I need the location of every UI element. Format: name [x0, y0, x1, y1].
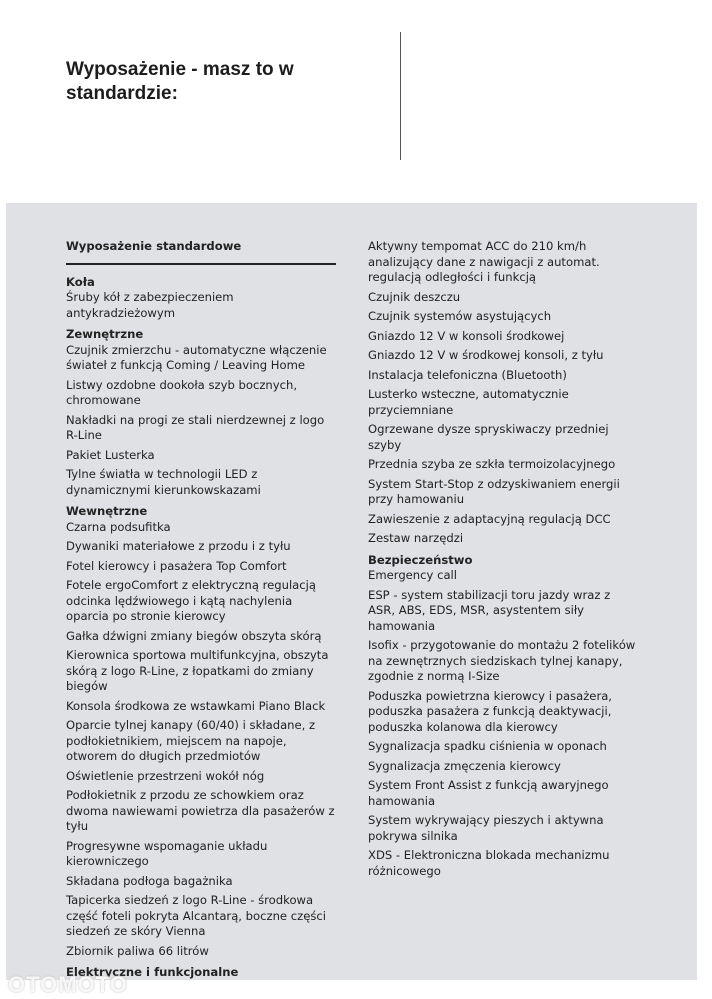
section-heading: Elektryczne i funkcjonalne: [66, 965, 239, 979]
equipment-item: Dywaniki materiałowe z przodu i z tyłu: [66, 539, 291, 553]
section-heading: Zewnętrzne: [66, 327, 144, 341]
equipment-item: System wykrywający pieszych i aktywna pokrywa silnika: [368, 813, 604, 843]
equipment-item: Oparcie tylnej kanapy (60/40) i składane, z podłokietnikiem, miejscem na napoje, otworem do długich przedmiotów: [66, 718, 316, 763]
equipment-item: Listwy ozdobne dookoła szyb bocznych, chromowane: [66, 377, 298, 407]
equipment-item: System Front Assist z funkcją awaryjnego hamowania: [368, 778, 609, 808]
equipment-item: Podłokietnik z przodu ze schowkiem oraz dwoma nawiewami powietrza dla pasażerów z tyłu: [66, 788, 335, 833]
equipment-item: Pakiet Lusterka: [66, 447, 155, 462]
equipment-item: Ogrzewane dysze spryskiwaczy przedniej szyby: [368, 422, 609, 452]
equipment-item: Sygnalizacja zmęczenia kierowcy: [368, 758, 561, 773]
equipment-item: Przednia szyba ze szkła termoizolacyjnego: [368, 457, 616, 471]
equipment-item: Zbiornik paliwa 66 litrów: [66, 943, 209, 958]
equipment-item: Czujnik deszczu: [368, 289, 461, 304]
equipment-item: Lusterko wsteczne, automatycznie przyciemniane: [368, 387, 569, 417]
equipment-item: Gałka dźwigni zmiany biegów obszyta skórą: [66, 628, 322, 643]
equipment-item: Gniazdo 12 V w środkowej konsoli, z tyłu: [368, 348, 604, 362]
equipment-item: ESP - system stabilizacji toru jazdy wraz z ASR, ABS, EDS, MSR, asystentem siły hamowania: [368, 587, 611, 633]
equipment-item: Śruby kół z zabezpieczeniem antykradzieżowym: [66, 290, 234, 320]
watermark-logo: OTOMOTO: [8, 972, 128, 997]
equipment-item: Zawieszenie z adaptacyjną regulacją DCC: [368, 511, 611, 526]
equipment-item: XDS - Elektroniczna blokada mechanizmu różnicowego: [368, 848, 610, 878]
right-column: [368, 239, 638, 883]
equipment-item: System Start-Stop z odzyskiwaniem energii przy hamowaniu: [368, 476, 620, 506]
equipment-item: Czarna podsufitka: [66, 519, 171, 534]
equipment-item: Fotele ergoComfort z elektryczną regulacją odcinka lędźwiowego i kątą nachylenia oparcia po stronie kierowcy: [66, 578, 316, 623]
equipment-item: Nakładki na progi ze stali nierdzewnej z logo R-Line: [66, 412, 325, 442]
left-column: [66, 239, 336, 981]
equipment-item: Instalacja telefoniczna (Bluetooth): [368, 367, 567, 382]
section-heading: Koła: [66, 274, 95, 289]
section-heading: Bezpieczeństwo: [368, 552, 473, 567]
equipment-item: Isofix - przygotowanie do montażu 2 fotelików na zewnętrznych siedziskach tylnej kanapy, zgodnie z normą I-Size: [368, 638, 636, 683]
equipment-item: Tapicerka siedzeń z logo R-Line - środkowa część foteli pokryta Alcantarą, boczne części siedzeń ze skóry Vienna: [66, 893, 326, 938]
equipment-item: Czujnik systemów asystujących: [368, 309, 552, 323]
equipment-panel: [6, 203, 697, 980]
equipment-item: Zestaw narzędzi: [368, 531, 464, 545]
equipment-item: Aktywny tempomat ACC do 210 km/h analizujący dane z nawigacji z automat. regulacją odległości i funkcją: [368, 239, 600, 284]
equipment-item: Tylne światła w technologii LED z dynamicznymi kierunkowskazami: [66, 467, 261, 497]
section-heading: Wewnętrzne: [66, 504, 148, 518]
equipment-item: Czujnik zmierzchu - automatyczne włączenie świateł z funkcją Coming / Leaving Home: [66, 342, 327, 372]
equipment-item: Kierownica sportowa multifunkcyjna, obszyta skórą z logo R-Line, z łopatkami do zmiany biegów: [66, 648, 329, 693]
equipment-item: Poduszka powietrzna kierowcy i pasażera, poduszka pasażera z funkcją deaktywacji, poduszka kolanowa dla kierowcy: [368, 688, 612, 734]
panel-heading: Wyposażenie standardowe: [66, 239, 336, 265]
divider: [400, 32, 401, 160]
equipment-item: Oświetlenie przestrzeni wokół nóg: [66, 768, 265, 783]
equipment-item: Sygnalizacja spadku ciśnienia w oponach: [368, 739, 607, 753]
equipment-item: Fotel kierowcy i pasażera Top Comfort: [66, 558, 287, 573]
equipment-item: Konsola środkowa ze wstawkami Piano Black: [66, 698, 326, 713]
equipment-item: Emergency call: [368, 568, 457, 582]
equipment-item: Gniazdo 12 V w konsoli środkowej: [368, 328, 565, 343]
page-title: Wyposażenie - masz to w standardzie:: [66, 59, 294, 104]
equipment-item: Składana podłoga bagażnika: [66, 873, 233, 888]
equipment-item: Progresywne wspomaganie układu kierowniczego: [66, 838, 268, 868]
